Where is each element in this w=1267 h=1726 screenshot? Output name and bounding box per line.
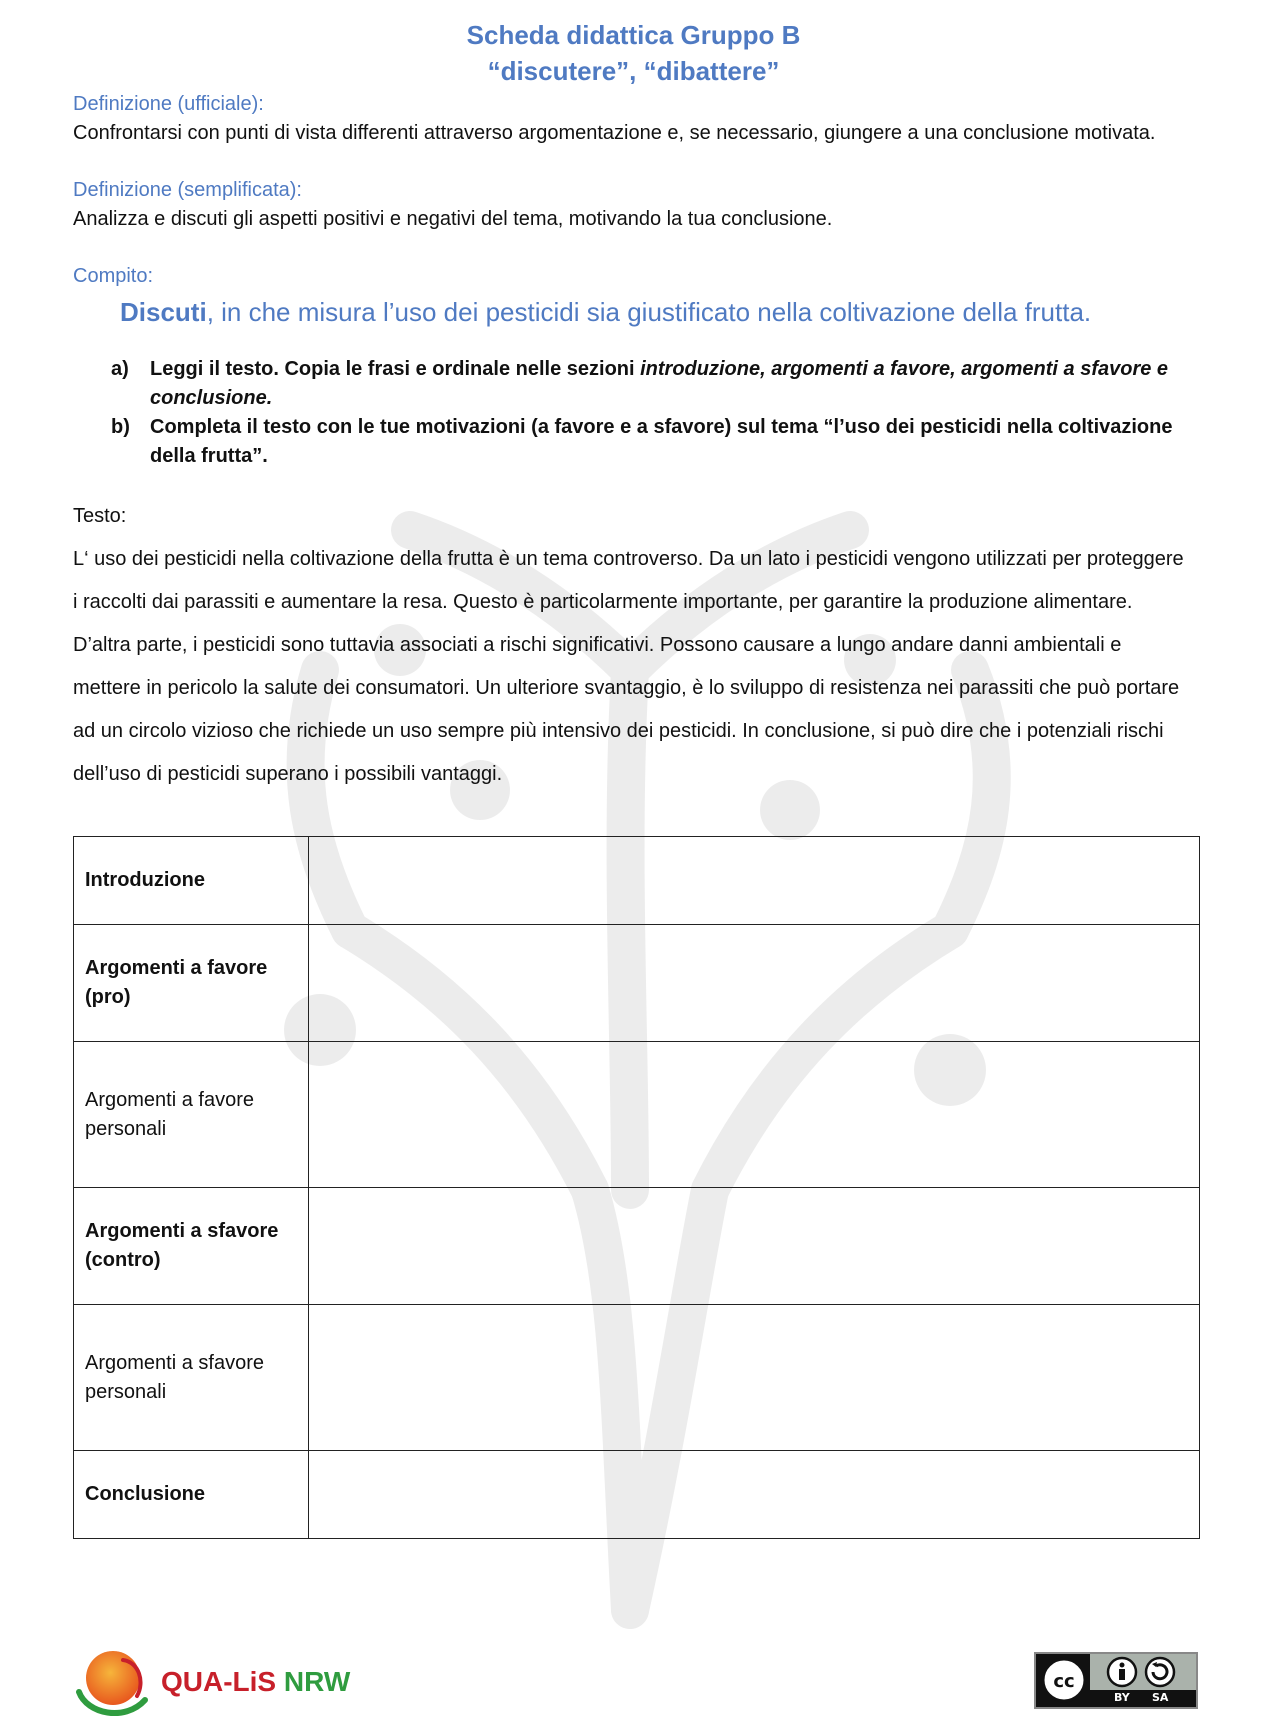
task-item-text: Completa il testo con le tue motivazioni (a favore e a sfavore) sul tema “l’uso dei pesticidi nella coltivazione della frutta”. bbox=[150, 416, 1173, 467]
answer-cell-conclusione[interactable] bbox=[309, 1451, 1200, 1539]
table-row bbox=[74, 1305, 1200, 1451]
table-row bbox=[74, 1451, 1200, 1539]
official-definition-text: Confrontarsi con punti di vista differenti attraverso argomentazione e, se necessario, giungere a una conclusione motivata. bbox=[73, 122, 1156, 144]
task-item-a bbox=[111, 355, 1191, 413]
answer-cell-contro[interactable] bbox=[309, 1188, 1200, 1305]
task-item-italic: introduzione, argomenti a favore, argomenti a sfavore e conclusione. bbox=[150, 358, 1169, 409]
answer-cell-pro[interactable] bbox=[309, 925, 1200, 1042]
qualis-logo bbox=[73, 1648, 373, 1720]
text-body: L‘ uso dei pesticidi nella coltivazione della frutta è un tema controverso. Da un lato i pesticidi vengono utilizzati per proteggere i raccolti dai parassiti e aumentare la resa. Questo è particolarmente importante, per garantire la produzione alimentare. D’altra parte, i pesticidi sono tuttavia associati a rischi significativi. Possono causare a lungo andare danni ambientali e mettere in pericolo la salute dei consumatori. Un ulteriore svantaggio, è lo sviluppo di resistenza nei parassiti che può portare ad un circolo vizioso che richiede un uso sempre più intensivo dei pesticidi. In conclusione, si può dire che i potenziali rischi dell’uso di pesticidi superano i possibili vantaggi. bbox=[73, 548, 1184, 785]
task-item-marker: b) bbox=[111, 416, 130, 438]
official-definition-label: Definizione (ufficiale): bbox=[73, 93, 264, 115]
table-row bbox=[74, 837, 1200, 925]
page-subtitle: “discutere”, “dibattere” bbox=[487, 56, 780, 86]
task-item-b bbox=[111, 413, 1191, 471]
license-sa: SA bbox=[1152, 1691, 1169, 1704]
row-label-pro: Argomenti a favore (pro) bbox=[74, 925, 309, 1042]
task-label: Compito: bbox=[73, 265, 154, 287]
simplified-definition-label: Definizione (semplificata): bbox=[73, 179, 302, 201]
task-list bbox=[111, 355, 1191, 471]
cc-license-badge bbox=[1034, 1652, 1198, 1709]
table-row bbox=[74, 925, 1200, 1042]
row-label-pro-personal: Argomenti a favore personali bbox=[74, 1042, 309, 1188]
task-statement bbox=[120, 294, 1220, 330]
argument-table bbox=[73, 836, 1200, 1539]
license-by: BY bbox=[1114, 1691, 1130, 1704]
row-label-conclusione: Conclusione bbox=[74, 1451, 309, 1539]
qualis-logo-text bbox=[161, 1664, 350, 1700]
page-title: Scheda didattica Gruppo B bbox=[466, 20, 801, 50]
logo-part-qualis: QUA-LiS bbox=[161, 1666, 277, 1697]
answer-cell-contro-personal[interactable] bbox=[309, 1305, 1200, 1451]
table-row bbox=[74, 1188, 1200, 1305]
svg-text:cc: cc bbox=[1053, 1671, 1075, 1692]
answer-cell-pro-personal[interactable] bbox=[309, 1042, 1200, 1188]
row-label-contro-personal: Argomenti a sfavore personali bbox=[74, 1305, 309, 1451]
table-row bbox=[74, 1042, 1200, 1188]
text-label: Testo: bbox=[73, 505, 127, 527]
qualis-sun-icon bbox=[73, 1648, 153, 1720]
task-item-text bbox=[150, 355, 1191, 413]
task-statement-rest: , in che misura l’uso dei pesticidi sia giustificato nella coltivazione della frutta. bbox=[206, 297, 1092, 327]
answer-cell-introduzione[interactable] bbox=[309, 837, 1200, 925]
task-verb: Discuti bbox=[120, 297, 207, 327]
logo-part-nrw: NRW bbox=[276, 1666, 351, 1697]
task-item-marker: a) bbox=[111, 358, 129, 380]
task-item-plain: Leggi il testo. Copia le frasi e ordinale nelle sezioni bbox=[150, 358, 641, 380]
row-label-contro: Argomenti a sfavore (contro) bbox=[74, 1188, 309, 1305]
row-label-introduzione: Introduzione bbox=[74, 837, 309, 925]
simplified-definition-text: Analizza e discuti gli aspetti positivi e negativi del tema, motivando la tua conclusione. bbox=[73, 208, 833, 230]
